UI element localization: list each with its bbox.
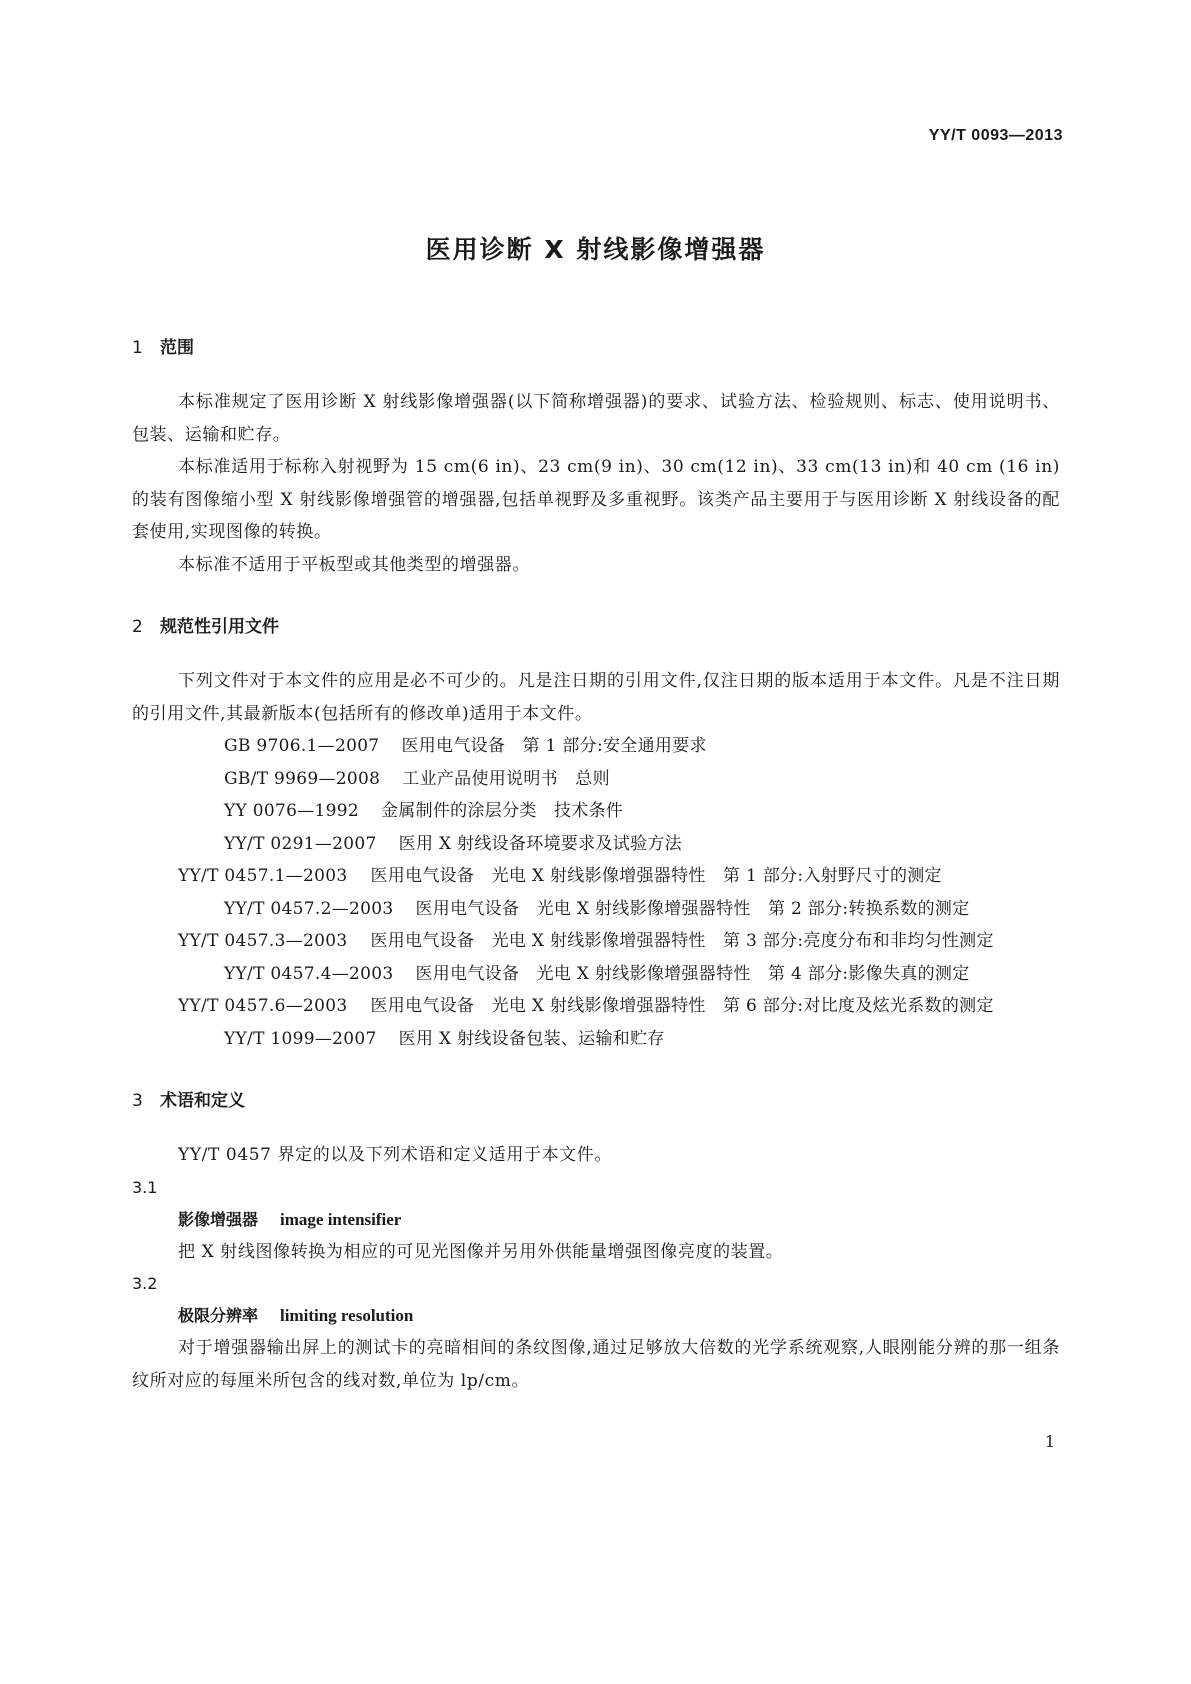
reference-item: [132, 730, 1060, 763]
reference-title: 金属制件的涂层分类 技术条件: [380, 801, 624, 821]
term-name-en: image intensifier: [280, 1209, 402, 1229]
term-name: [132, 1204, 1060, 1236]
reference-code: YY 0076—1992: [224, 801, 359, 821]
terms-intro: YY/T 0457 界定的以及下列术语和定义适用于本文件。: [178, 1145, 612, 1165]
section-number: 3: [132, 1091, 143, 1111]
reference-code: YY/T 0457.4—2003: [224, 963, 394, 984]
section-title: 术语和定义: [160, 1091, 245, 1111]
reference-code: YY/T 0457.1—2003: [178, 866, 348, 886]
section-heading-references: [132, 611, 1060, 643]
document-title: 医用诊断 X 射线影像增强器: [425, 235, 766, 264]
scope-paragraph: 本标准适用于标称入射视野为 15 cm(6 in)、23 cm(9 in)、30 cm(12 in)、33 cm(13 in)和 40 cm (16 in)的装有图像缩小型 X 射线影像增强管的增强器,包括单视野及多重视野。该类产品主要用于与医用诊断 X 射线设备的配套使用,实现图像的转换。: [132, 457, 1060, 542]
references-intro: 下列文件对于本文件的应用是必不可少的。凡是注日期的引用文件,仅注日期的版本适用于本文件。凡是不注日期的引用文件,其最新版本(包括所有的修改单)适用于本文件。: [132, 671, 1060, 724]
reference-title: 医用 X 射线设备环境要求及试验方法: [398, 833, 682, 854]
reference-item: [132, 990, 1060, 1023]
term-number: 3.1: [132, 1177, 158, 1197]
term-name-zh: 极限分辨率: [178, 1306, 259, 1325]
section-heading-scope: [132, 332, 1060, 364]
term-number: 3.2: [132, 1274, 158, 1293]
reference-title: 医用电气设备 光电 X 射线影像增强器特性 第 2 部分:转换系数的测定: [415, 898, 970, 919]
section-number: 2: [132, 617, 143, 637]
section-heading-terms: [132, 1085, 1060, 1117]
scope-paragraph: 本标准规定了医用诊断 X 射线影像增强器(以下简称增强器)的要求、试验方法、检验规则、标志、使用说明书、包装、运输和贮存。: [132, 392, 1060, 445]
reference-item: [132, 828, 1060, 861]
reference-code: YY/T 0291—2007: [224, 833, 377, 854]
reference-title: 医用电气设备 光电 X 射线影像增强器特性 第 3 部分:亮度分布和非均匀性测定: [370, 931, 994, 951]
reference-title: 医用 X 射线设备包装、运输和贮存: [398, 1028, 665, 1049]
section-number: 1: [132, 338, 143, 358]
section-title: 范围: [160, 338, 194, 358]
standard-code: YY/T 0093—2013: [928, 127, 1063, 144]
page-number: 1: [1044, 1432, 1055, 1451]
reference-title: 医用电气设备 光电 X 射线影像增强器特性 第 4 部分:影像失真的测定: [415, 963, 970, 984]
reference-item: [132, 893, 1060, 926]
reference-title: 工业产品使用说明书 总则: [402, 768, 610, 789]
term-name-en: limiting resolution: [280, 1306, 414, 1325]
document-body: [132, 332, 1060, 1397]
reference-item: [132, 860, 1060, 893]
term-definition: 对于增强器输出屏上的测试卡的亮暗相间的条纹图像,通过足够放大倍数的光学系统观察,人眼刚能分辨的那一组条纹所对应的每厘米所包含的线对数,单位为 lp/cm。: [132, 1338, 1060, 1391]
reference-code: GB/T 9969—2008: [224, 768, 381, 789]
term-definition: 把 X 射线图像转换为相应的可见光图像并另用外供能量增强图像亮度的装置。: [178, 1241, 784, 1262]
scope-paragraph: 本标准不适用于平板型或其他类型的增强器。: [178, 554, 530, 575]
reference-title: 医用电气设备 光电 X 射线影像增强器特性 第 6 部分:对比度及炫光系数的测定: [370, 996, 994, 1016]
reference-title: 医用电气设备 光电 X 射线影像增强器特性 第 1 部分:入射野尺寸的测定: [370, 866, 942, 886]
reference-item: [132, 795, 1060, 828]
reference-item: [132, 1023, 1060, 1056]
term-name-zh: 影像增强器: [178, 1209, 259, 1229]
reference-item: [132, 925, 1060, 958]
reference-code: GB 9706.1—2007: [224, 736, 380, 756]
section-title: 规范性引用文件: [160, 617, 279, 637]
reference-title: 医用电气设备 第 1 部分:安全通用要求: [401, 736, 707, 756]
reference-code: YY/T 0457.6—2003: [178, 996, 348, 1016]
reference-code: YY/T 0457.3—2003: [178, 931, 348, 951]
reference-item: [132, 763, 1060, 796]
reference-code: YY/T 1099—2007: [224, 1028, 377, 1049]
term-name: [132, 1300, 1060, 1332]
reference-code: YY/T 0457.2—2003: [224, 898, 394, 919]
reference-item: [132, 958, 1060, 991]
